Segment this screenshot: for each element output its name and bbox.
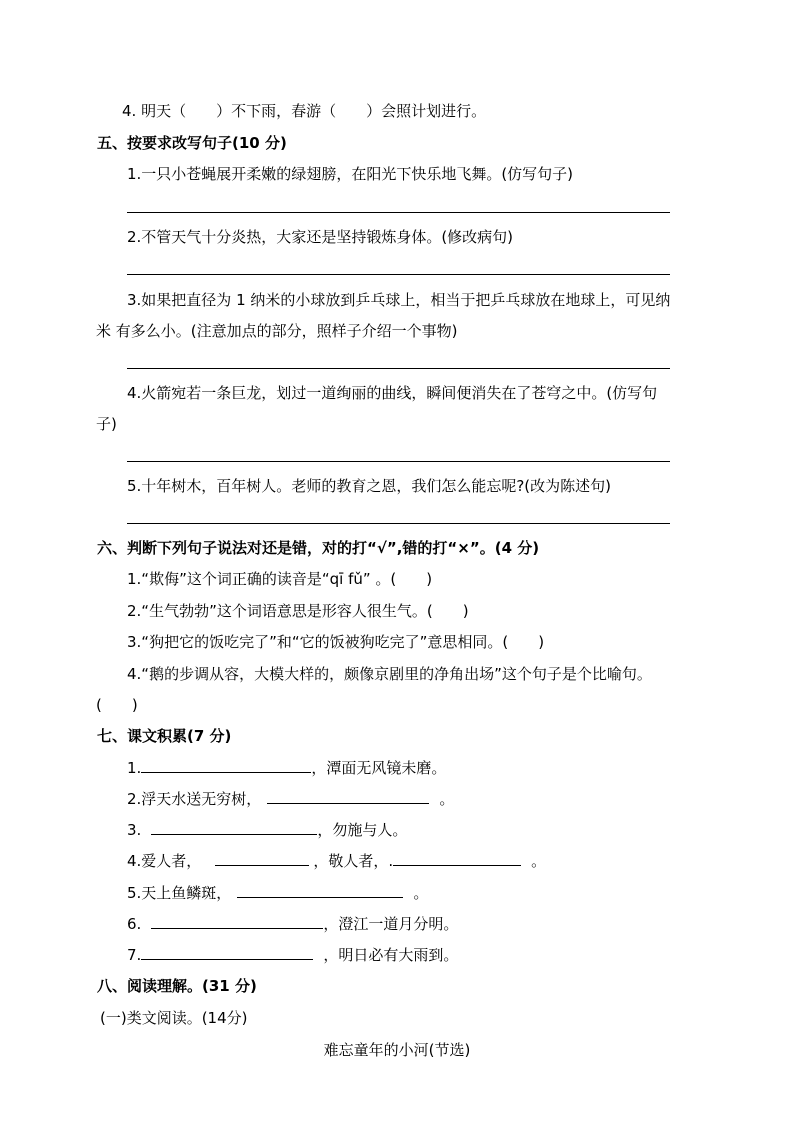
s5-item-5: 5.十年树木，百年树人。老师的教育之恩，我们怎么能忘呢?(改为陈述句) — [127, 477, 611, 495]
s7-item-6-suffix: ，澄江一道月分明。 — [323, 915, 459, 933]
s7-item-5-suffix: 。 — [413, 884, 429, 902]
reading-passage-title: 难忘童年的小河(节选) — [323, 1041, 471, 1059]
s7-item-4-prefix: 4.爱人者， — [127, 852, 202, 870]
s7-item-4-middle: ，敬人者，. — [313, 852, 394, 870]
s5-item-4-line-2: 子) — [96, 415, 117, 433]
s6-item-4-line-2: ( ) — [96, 696, 138, 714]
s5-item-4-line-1: 4.火箭宛若一条巨龙，划过一道绚丽的曲线，瞬间便消失在了苍穹之中。(仿写句 — [127, 384, 658, 402]
s7-blank-5[interactable] — [237, 883, 403, 898]
s7-item-7 — [127, 945, 458, 965]
s7-item-3-suffix: ，勿施与人。 — [317, 821, 408, 839]
s5-answer-line-5[interactable] — [127, 523, 670, 524]
s7-item-7-prefix: 7. — [127, 946, 142, 964]
s5-answer-line-4[interactable] — [127, 461, 670, 462]
s5-answer-line-2[interactable] — [127, 274, 670, 275]
s7-item-1-prefix: 1. — [127, 759, 142, 777]
s7-blank-4b[interactable] — [393, 851, 521, 866]
s7-item-3 — [127, 820, 407, 840]
s6-item-4-line-1: 4.“鹅的步调从容，大模大样的，颇像京剧里的净角出场”这个句子是个比喻句。 — [127, 665, 652, 683]
s7-item-4-suffix: 。 — [531, 852, 547, 870]
section-6-heading: 六、判断下列句子说法对还是错，对的打“√”,错的打“×”。(4 分) — [97, 539, 540, 557]
section-8-heading: 八、阅读理解。(31 分) — [97, 977, 257, 995]
question-4-previous: 4. 明天（ ）不下雨，春游（ ）会照计划进行。 — [122, 102, 487, 120]
s7-item-5-prefix: 5.天上鱼鳞斑， — [127, 884, 232, 902]
section-7-heading: 七、课文积累(7 分) — [97, 727, 232, 745]
s7-item-6 — [127, 914, 458, 934]
s5-item-2: 2.不管天气十分炎热，大家还是坚持锻炼身体。(修改病句) — [127, 228, 514, 246]
s6-item-1: 1.“欺侮”这个词正确的读音是“qī fǔ” 。( ) — [127, 570, 433, 588]
s7-blank-6[interactable] — [151, 914, 323, 929]
s7-blank-1[interactable] — [141, 758, 311, 773]
s5-item-3-line-2: 米 有多么小。(注意加点的部分，照样子介绍一个事物) — [96, 322, 458, 340]
s7-item-2-suffix: 。 — [439, 790, 455, 808]
s7-item-7-suffix: ，明日必有大雨到。 — [323, 946, 459, 964]
s5-item-1: 1.一只小苍蝇展开柔嫩的绿翅膀，在阳光下快乐地飞舞。(仿写句子) — [127, 165, 574, 183]
s7-item-2-prefix: 2.浮天水送无穷树， — [127, 790, 262, 808]
s7-item-1 — [127, 758, 446, 778]
s7-item-6-prefix: 6. — [127, 915, 142, 933]
s7-blank-3[interactable] — [151, 820, 317, 835]
s5-answer-line-3[interactable] — [127, 368, 670, 369]
section-5-heading: 五、按要求改写句子(10 分) — [97, 134, 287, 152]
s7-blank-4a[interactable] — [215, 851, 309, 866]
s7-blank-2[interactable] — [267, 789, 429, 804]
s7-item-5 — [127, 883, 428, 903]
s7-item-4 — [127, 851, 546, 871]
s5-answer-line-1[interactable] — [127, 212, 670, 213]
s7-blank-7[interactable] — [141, 945, 313, 960]
section-8-subheading: (一)类文阅读。(14分) — [100, 1009, 248, 1027]
s7-item-1-suffix: ，潭面无风镜未磨。 — [311, 759, 447, 777]
s6-item-2: 2.“生气勃勃”这个词语意思是形容人很生气。( ) — [127, 602, 469, 620]
s5-item-3-line-1: 3.如果把直径为 1 纳米的小球放到乒乓球上，相当于把乒乓球放在地球上，可见纳 — [127, 291, 671, 309]
s7-item-3-prefix: 3. — [127, 821, 142, 839]
s7-item-2 — [127, 789, 454, 809]
s6-item-3: 3.“狗把它的饭吃完了”和“它的饭被狗吃完了”意思相同。( ) — [127, 633, 545, 651]
